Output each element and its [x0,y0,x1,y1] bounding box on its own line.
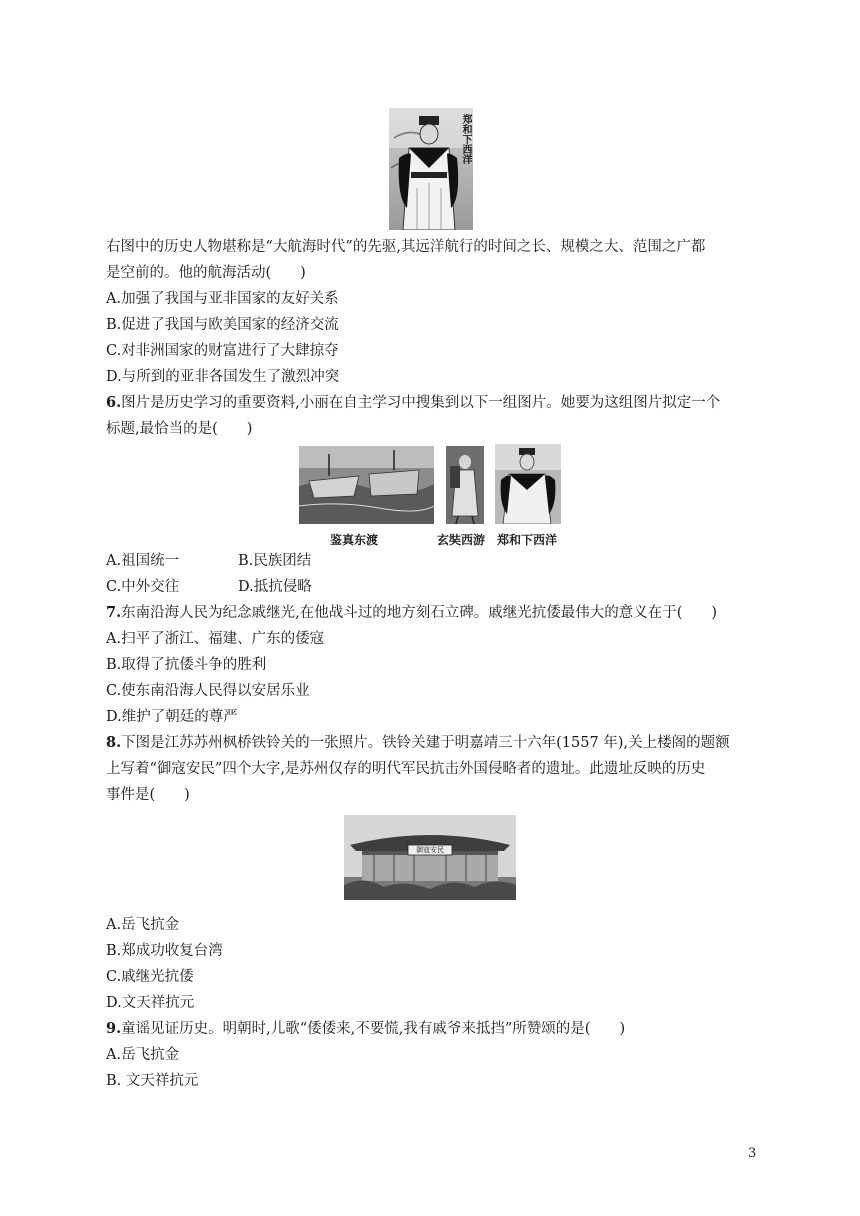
jianzhen-voyage-image [299,446,434,524]
zhenghe-voyage-image [495,444,561,524]
page-number: 3 [748,1146,757,1161]
q7-number: 7. [106,604,122,621]
q5-option-a: A.加强了我国与亚非国家的友好关系 [106,291,339,307]
q7-option-a: A.扫平了浙江、福建、广东的倭寇 [106,631,325,647]
q8-option-b: B.郑成功收复台湾 [106,943,223,959]
q6-stem-line-1 [106,393,720,413]
q8-option-a: A.岳飞抗金 [106,917,180,933]
q9-option-a: A.岳飞抗金 [106,1047,180,1063]
q8-option-d: D.文天祥抗元 [106,995,195,1011]
q9-option-b: B. 文天祥抗元 [106,1073,199,1089]
q7-option-b: B.取得了抗倭斗争的胜利 [106,657,267,673]
q5-stem-line-2: 是空前的。他的航海活动( ) [106,265,306,281]
q5-stem-line-1: 右图中的历史人物堪称是“大航海时代”的先驱,其远洋航行的时间之长、规模之大、范围之广都 [106,239,706,255]
q6-number: 6. [106,394,122,411]
zhenghe-portrait-image [389,108,473,230]
tieling-gate-photo [344,815,516,900]
caption-jianzhen: 鉴真东渡 [330,533,379,547]
q5-option-b: B.促进了我国与欧美国家的经济交流 [106,317,339,333]
q7-option-c: C.使东南沿海人民得以安居乐业 [106,683,310,699]
q6-option-c: C.中外交往 [106,579,180,595]
q8-stem-line-1 [106,733,730,753]
q8-stem-line-2: 上写着“御寇安民”四个大字,是苏州仅存的明代军民抗击外国侵略者的遗址。此遗址反映的历史 [106,761,706,777]
q7-stem-line [106,603,717,623]
caption-xuanzang: 玄奘西游 [437,533,486,547]
gate-plaque-text: 御寇安民 [416,846,444,854]
q6-stem-line-2: 标题,最恰当的是( ) [106,421,253,437]
portrait-label: 郑和下西洋 [460,114,471,164]
xuanzang-journey-image [446,446,484,524]
q6-option-d: D.抵抗侵略 [238,579,312,595]
q7-option-d: D.维护了朝廷的尊严 [106,709,238,725]
q8-option-c: C.戚继光抗倭 [106,969,194,985]
q5-option-c: C.对非洲国家的财富进行了大肆掠夺 [106,343,339,359]
q9-number: 9. [106,1020,122,1037]
q8-stem-line-3: 事件是( ) [106,787,190,803]
q6-option-a: A.祖国统一 [106,553,180,569]
caption-zhenghe: 郑和下西洋 [497,533,558,547]
q5-option-d: D.与所到的亚非各国发生了激烈冲突 [106,369,340,385]
q7-stem-text: 东南沿海人民为纪念戚继光,在他战斗过的地方刻石立碑。戚继光抗倭最伟大的意义在于( ) [121,605,718,621]
q9-stem-text: 童谣见证历史。明朝时,儿歌“倭倭来,不要慌,我有戚爷来抵挡”所赞颂的是( ) [121,1021,626,1037]
q6-option-b: B.民族团结 [238,553,312,569]
q8-stem-text-1: 下图是江苏苏州枫桥铁铃关的一张照片。铁铃关建于明嘉靖三十六年(1557 年),关上楼阁的题额 [121,735,730,751]
q8-number: 8. [106,734,122,751]
q6-stem-text-1: 图片是历史学习的重要资料,小丽在自主学习中搜集到以下一组图片。她要为这组图片拟定一个 [121,395,721,411]
q9-stem-line [106,1019,625,1039]
